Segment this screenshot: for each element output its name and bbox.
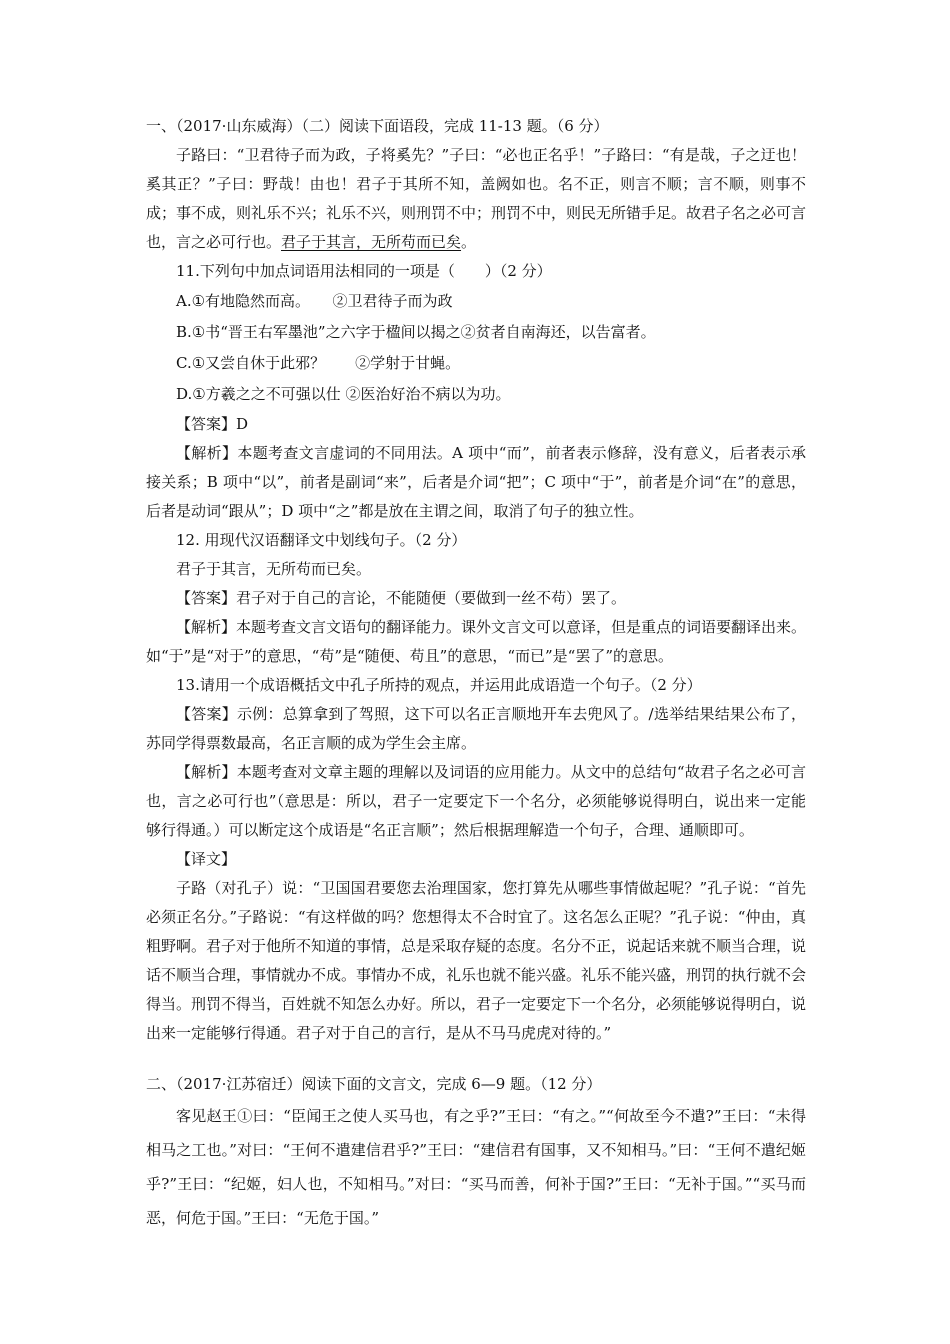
q13-stem: 13.请用一个成语概括文中孔子所持的观点，并运用此成语造一个句子。（2 分）	[176, 676, 702, 694]
q11-answer: 【答案】D	[176, 415, 249, 433]
translation-text: 子路（对孔子）说：“卫国国君要您去治理国家，您打算先从哪些事情做起呢？”孔子说：“首先必须正名分。”子路说：“有这样做的吗？您想得太不合时宜了。这名怎么正呢？”孔子说：“仲由，真粗野啊。君子对于他所不知道的事情，总是采取存疑的态度。名分不正，说起话来就不顺当合理，说话不顺当合理，事情就办不成。事情办不成，礼乐也就不能兴盛。礼乐不能兴盛，刑罚的执行就不会得当。刑罚不得当，百姓就不知怎么办好。所以，君子一定要定下一个名分，必须能够说得明白，说出来一定能够行得通。君子对于自己的言行，是从不马马虎虎对待的。”	[146, 879, 807, 1042]
section2-heading: 二、（2017·江苏宿迁）阅读下面的文言文，完成 6—9 题。（12 分）	[146, 1075, 602, 1093]
q11-option-a: A.①有地隐然而高。 ②卫君待子而为政	[176, 292, 453, 310]
q11-stem: 11.下列句中加点词语用法相同的一项是（ ）（2 分）	[176, 262, 552, 280]
section1-heading: 一、（2017·山东威海）（二）阅读下面语段，完成 11-13 题。（6 分）	[146, 117, 609, 135]
q11-option-d: D.①方羲之之不可强以仕 ②医治好治不病以为功。	[176, 385, 511, 403]
q11-analysis: 【解析】本题考查文言虚词的不同用法。A 项中“而”，前者表示修辞，没有意义，后者表示承接关系；B 项中“以”，前者是副词“来”，后者是介词“把”；C 项中“于”，前者是介词“在”的意思，后者是动词“跟从”；D 项中“之”都是放在主谓之间，取消了句子的独立性。	[146, 444, 806, 520]
translation-label: 【译文】	[176, 850, 237, 868]
q11-option-c: C.①又尝自休于此邪？ ②学射于甘蝇。	[176, 354, 461, 372]
q12-answer: 【答案】君子对于自己的言论，不能随便（要做到一丝不苟）罢了。	[176, 589, 627, 607]
document-page	[146, 112, 806, 1235]
section2-passage: 客见赵王①曰：“臣闻王之使人买马也，有之乎?”王曰：“有之。”“何故至今不遣?”王曰：“未得相马之工也。”对曰：“王何不遣建信君乎?”王曰：“建信君有国事，又不知相马。”曰：“王何不遣纪姬乎?”王曰：“纪姬，妇人也，不知相马。”对曰：“买马而善，何补于国?”王曰：“无补于国。”“买马而恶，何危于国。”王曰：“无危于国。”	[146, 1107, 806, 1227]
q13-analysis: 【解析】本题考查对文章主题的理解以及词语的应用能力。从文中的总结句“故君子名之必可言也，言之必可行也”（意思是：所以，君子一定要定下一个名分，必须能够说得明白，说出来一定能够行得通。）可以断定这个成语是“名正言顺”；然后根据理解造一个句子，合理、通顺即可。	[146, 763, 806, 839]
passage-text: 子路曰：“卫君待子而为政，子将奚先？”子曰：“必也正名乎！”子路曰：“有是哉，子之迂也！奚其正？”子曰：野哉！由也！君子于其所不知，盖阙如也。名不正，则言不顺；言不顺，则事不成；事不成，则礼乐不兴；礼乐不兴，则刑罚不中；刑罚不中，则民无所错手足。故君子名之必可言也，言之必可行也。	[146, 146, 807, 251]
section-gap	[146, 1048, 806, 1070]
q11-option-b: B.①书“晋王右军墨池”之六字于楹间以揭之②贫者自南海还，以告富者。	[176, 323, 656, 341]
underlined-sentence: 君子于其言，无所苟而已矣	[281, 233, 462, 251]
q12-sentence: 君子于其言，无所苟而已矣。	[176, 560, 372, 578]
q13-answer: 【答案】示例：总算拿到了驾照，这下可以名正言顺地开车去兜风了。/选举结果结果公布了，苏同学得票数最高，名正言顺的成为学生会主席。	[146, 705, 806, 752]
section1-passage	[146, 141, 806, 257]
q12-analysis: 【解析】本题考查文言文语句的翻译能力。课外文言文可以意译，但是重点的词语要翻译出来。如“于”是“对于”的意思，“苟”是“随便、苟且”的意思，“而已”是“罢了”的意思。	[146, 618, 807, 665]
passage-end: 。	[461, 233, 477, 251]
q12-stem: 12. 用现代汉语翻译文中划线句子。（2 分）	[176, 531, 467, 549]
